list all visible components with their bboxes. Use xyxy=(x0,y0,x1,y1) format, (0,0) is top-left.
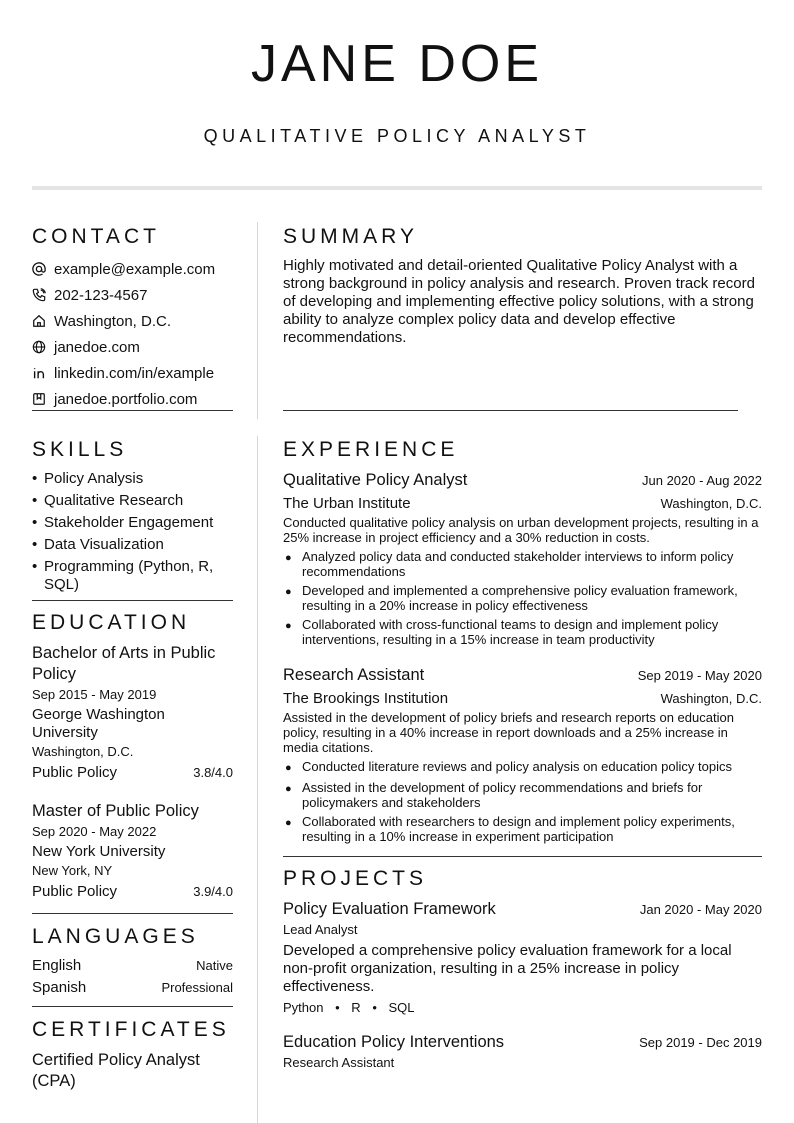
project-entry xyxy=(283,899,762,1017)
language-row: Spanish Professional xyxy=(32,979,233,996)
skill-item: • Data Visualization xyxy=(32,536,164,553)
languages-list xyxy=(32,956,233,1000)
languages-heading: LANGUAGES xyxy=(32,925,199,948)
project-role: Research Assistant xyxy=(283,1055,395,1070)
experience-entry xyxy=(283,470,762,651)
summary-text: Highly motivated and detail-oriented Qualitative Policy Analyst with a strong background in policy analysis and research. Proven track record of developing and implementing effective policy solutions, with a strong ability to analyze complex policy data and develop effective recommendations. xyxy=(283,257,755,346)
linkedin-icon xyxy=(32,366,46,380)
edu-field: Public Policy xyxy=(32,764,118,781)
edu-degree: Master of Public Policy xyxy=(32,802,199,820)
at-icon xyxy=(32,262,46,276)
edu-dates: Sep 2020 - May 2022 xyxy=(32,824,157,839)
education-heading: EDUCATION xyxy=(32,611,191,634)
edu-location: New York, NY xyxy=(32,863,113,878)
edu-location: Washington, D.C. xyxy=(32,744,134,759)
resume-name: JANE DOE xyxy=(250,35,544,93)
phone-icon xyxy=(32,288,46,302)
contact-location: Washington, D.C. xyxy=(32,308,232,334)
contact-linkedin[interactable]: linkedin.com/in/example xyxy=(32,360,232,386)
contact-portfolio[interactable]: janedoe.portfolio.com xyxy=(32,386,232,412)
projects-heading: PROJECTS xyxy=(283,867,428,890)
job-bullet: ● Analyzed policy data and conducted stakeholder interviews to inform policy recommendations xyxy=(285,549,734,579)
experience-heading: EXPERIENCE xyxy=(283,438,459,461)
languages-divider xyxy=(32,1006,233,1007)
skills-divider xyxy=(32,600,233,601)
summary-heading: SUMMARY xyxy=(283,225,418,248)
education-entry xyxy=(32,643,233,782)
language-row: English Native xyxy=(32,957,233,974)
project-description: Developed a comprehensive policy evaluation framework for a local non-profit organization, resulting in a 25% increase in policy effectiveness. xyxy=(283,942,732,995)
job-description: Assisted in the development of policy briefs and research reports on education policy, resulting in a 40% increase in report downloads and a 25% increase in media citations. xyxy=(283,710,734,755)
home-icon xyxy=(32,314,46,328)
job-dates: Jun 2020 - Aug 2022 xyxy=(642,473,762,488)
header-divider xyxy=(32,186,762,190)
job-dates: Sep 2019 - May 2020 xyxy=(637,668,762,683)
summary-divider xyxy=(283,410,738,411)
education-divider xyxy=(32,913,233,914)
education-entry xyxy=(32,801,233,901)
globe-icon xyxy=(32,340,46,354)
experience-divider xyxy=(283,856,762,857)
portfolio-icon xyxy=(32,392,46,406)
column-divider-bottom xyxy=(257,436,258,1123)
project-title: Policy Evaluation Framework xyxy=(283,900,496,918)
contact-heading: CONTACT xyxy=(32,225,160,248)
project-dates: Jan 2020 - May 2020 xyxy=(639,902,762,917)
edu-gpa: 3.8/4.0 xyxy=(193,765,233,780)
experience-entry xyxy=(283,665,762,848)
job-bullet: ● Assisted in the development of policy recommendations and briefs for policymakers and stakeholders xyxy=(285,780,703,810)
project-dates: Sep 2019 - Dec 2019 xyxy=(639,1035,762,1050)
contact-email[interactable]: example@example.com xyxy=(32,256,232,282)
edu-degree: Bachelor of Arts in Public Policy xyxy=(32,644,216,683)
job-location: Washington, D.C. xyxy=(660,496,762,511)
job-title: Qualitative Policy Analyst xyxy=(283,471,468,489)
skill-item: • Qualitative Research xyxy=(32,492,184,509)
column-divider-top xyxy=(257,222,258,419)
job-bullet: ● Conducted literature reviews and policy analysis on education policy topics xyxy=(285,759,732,774)
contact-divider xyxy=(32,410,233,411)
skill-item: • Policy Analysis xyxy=(32,470,144,487)
certificates-heading: CERTIFICATES xyxy=(32,1018,230,1041)
certificate-item: Certified Policy Analyst (CPA) xyxy=(32,1051,200,1090)
edu-school: New York University xyxy=(32,843,166,860)
skill-item: • Stakeholder Engagement xyxy=(32,514,214,531)
skills-heading: SKILLS xyxy=(32,438,128,461)
contact-list xyxy=(32,256,232,412)
contact-phone[interactable]: 202-123-4567 xyxy=(32,282,232,308)
job-company: The Urban Institute xyxy=(283,495,411,512)
edu-gpa: 3.9/4.0 xyxy=(193,884,233,899)
job-description: Conducted qualitative policy analysis on urban development projects, resulting in a 25% increase in project efficiency and a 30% reduction in costs. xyxy=(283,515,759,545)
project-title: Education Policy Interventions xyxy=(283,1033,505,1051)
edu-dates: Sep 2015 - May 2019 xyxy=(32,687,157,702)
project-tools: Python • R • SQL xyxy=(283,1000,415,1015)
edu-school: George Washington University xyxy=(32,706,165,741)
skill-item: • Programming (Python, R, SQL) xyxy=(32,558,214,593)
job-bullet: ● Collaborated with cross-functional teams to design and implement policy interventions, resulting in a 15% increase in team productivity xyxy=(285,617,719,647)
job-bullet: ● Developed and implemented a comprehensive policy evaluation framework, resulting in a 20% increase in policy effectiveness xyxy=(285,583,738,613)
resume-job-title: QUALITATIVE POLICY ANALYST xyxy=(203,126,591,146)
job-company: The Brookings Institution xyxy=(283,690,449,707)
project-role: Lead Analyst xyxy=(283,922,358,937)
project-entry xyxy=(283,1032,762,1072)
skills-list xyxy=(32,470,233,598)
job-location: Washington, D.C. xyxy=(660,691,762,706)
contact-website[interactable]: janedoe.com xyxy=(32,334,232,360)
edu-field: Public Policy xyxy=(32,883,118,900)
job-title: Research Assistant xyxy=(283,666,425,684)
job-bullet: ● Collaborated with researchers to design and implement policy experiments, resulting in a 10% increase in experiment participation xyxy=(285,814,735,844)
